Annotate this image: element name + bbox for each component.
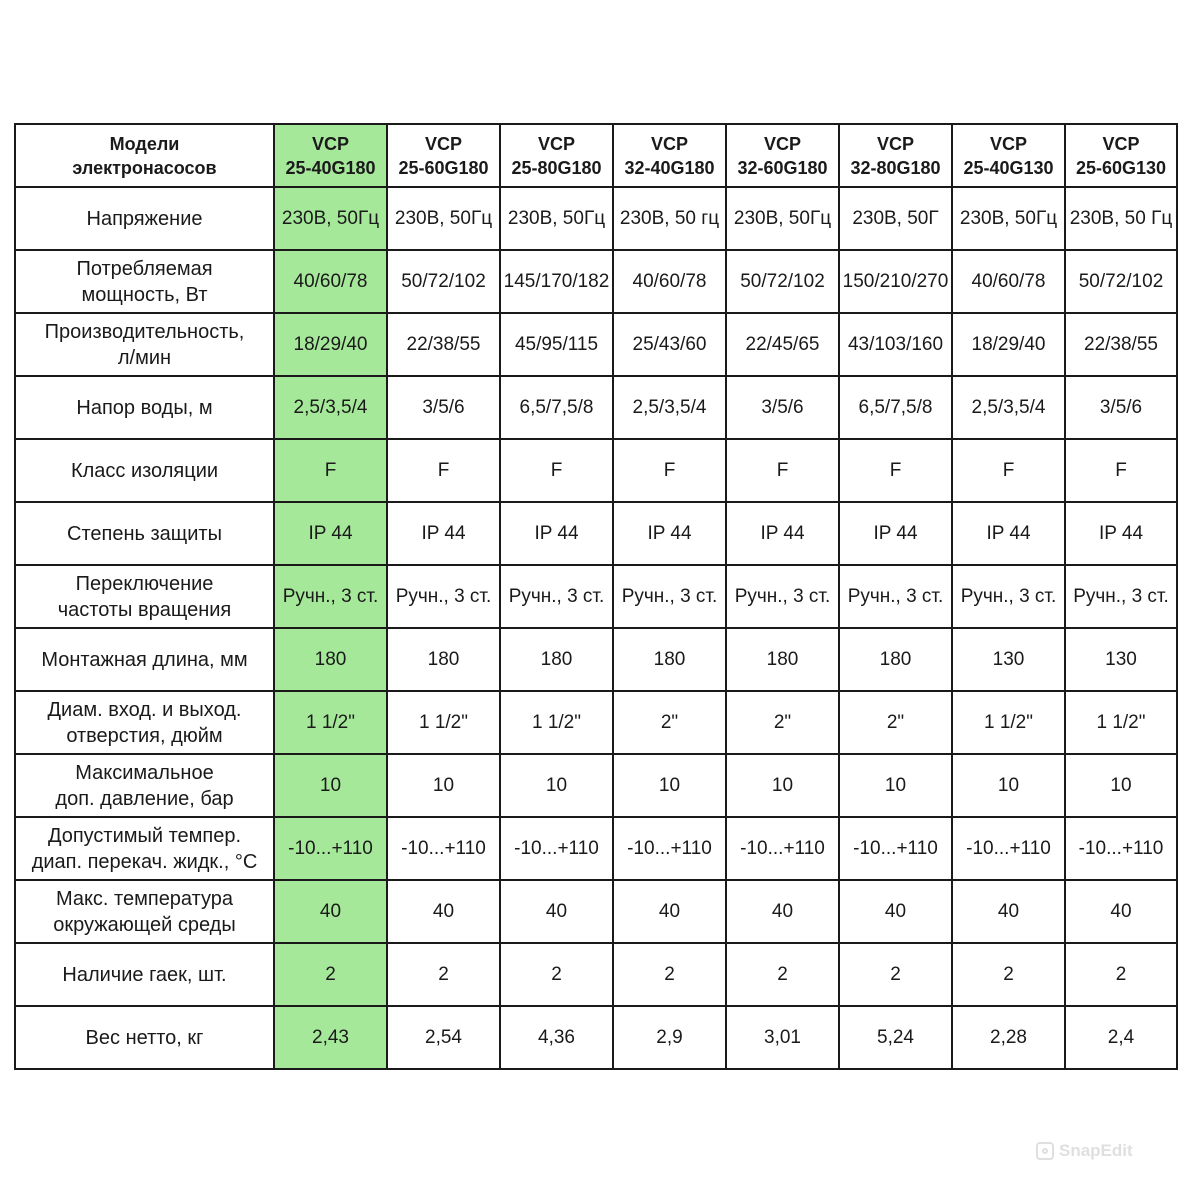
value-cell: 230В, 50Гц: [726, 187, 839, 250]
value-cell: 10: [274, 754, 387, 817]
table-row: [15, 313, 1177, 376]
value-cell: F: [839, 439, 952, 502]
table-row: [15, 691, 1177, 754]
value-cell: -10...+110: [500, 817, 613, 880]
value-cell: 40: [387, 880, 500, 943]
value-cell: 22/38/55: [387, 313, 500, 376]
value-cell: 10: [1065, 754, 1177, 817]
watermark: [1036, 1138, 1168, 1164]
value-cell: 180: [387, 628, 500, 691]
pump-spec-table: [14, 123, 1178, 1070]
value-cell: 6,5/7,5/8: [839, 376, 952, 439]
model-header-cell: VCP 25-40G130: [952, 124, 1065, 187]
value-cell: 2": [613, 691, 726, 754]
value-cell: 2,4: [1065, 1006, 1177, 1069]
value-cell: 50/72/102: [726, 250, 839, 313]
value-cell: Ручн., 3 ст.: [274, 565, 387, 628]
value-cell: 10: [613, 754, 726, 817]
value-cell: 1 1/2": [500, 691, 613, 754]
value-cell: IP 44: [726, 502, 839, 565]
parameter-label-cell: Допустимый темпер. диап. перекач. жидк., °С: [15, 817, 274, 880]
table-row: [15, 943, 1177, 1006]
value-cell: 40: [1065, 880, 1177, 943]
value-cell: F: [1065, 439, 1177, 502]
parameter-label-cell: Вес нетто, кг: [15, 1006, 274, 1069]
value-cell: 10: [387, 754, 500, 817]
value-cell: 180: [726, 628, 839, 691]
value-cell: 43/103/160: [839, 313, 952, 376]
value-cell: IP 44: [839, 502, 952, 565]
value-cell: 2": [726, 691, 839, 754]
value-cell: F: [274, 439, 387, 502]
value-cell: 2: [274, 943, 387, 1006]
value-cell: 230В, 50Гц: [387, 187, 500, 250]
value-cell: 230В, 50Гц: [952, 187, 1065, 250]
value-cell: 230В, 50 гц: [613, 187, 726, 250]
model-header-cell: VCP 32-60G180: [726, 124, 839, 187]
value-cell: 2,5/3,5/4: [613, 376, 726, 439]
parameter-label-cell: Класс изоляции: [15, 439, 274, 502]
value-cell: Ручн., 3 ст.: [500, 565, 613, 628]
value-cell: 180: [274, 628, 387, 691]
value-cell: 3,01: [726, 1006, 839, 1069]
table-row: [15, 565, 1177, 628]
value-cell: F: [387, 439, 500, 502]
value-cell: -10...+110: [952, 817, 1065, 880]
value-cell: 2: [613, 943, 726, 1006]
value-cell: 3/5/6: [1065, 376, 1177, 439]
parameter-label-cell: Макс. температура окружающей среды: [15, 880, 274, 943]
value-cell: 180: [500, 628, 613, 691]
value-cell: -10...+110: [613, 817, 726, 880]
value-cell: 2,5/3,5/4: [274, 376, 387, 439]
model-header-cell: VCP 32-40G180: [613, 124, 726, 187]
table-row: [15, 187, 1177, 250]
value-cell: 230В, 50Гц: [500, 187, 613, 250]
model-header-cell: VCP 25-60G180: [387, 124, 500, 187]
value-cell: -10...+110: [726, 817, 839, 880]
value-cell: 2,54: [387, 1006, 500, 1069]
table-row: [15, 250, 1177, 313]
header-row: [15, 124, 1177, 187]
value-cell: 2: [952, 943, 1065, 1006]
value-cell: 145/170/182: [500, 250, 613, 313]
table-row: [15, 754, 1177, 817]
value-cell: 2: [500, 943, 613, 1006]
value-cell: 180: [839, 628, 952, 691]
value-cell: 5,24: [839, 1006, 952, 1069]
parameter-label-cell: Напор воды, м: [15, 376, 274, 439]
value-cell: 18/29/40: [952, 313, 1065, 376]
value-cell: 22/45/65: [726, 313, 839, 376]
value-cell: -10...+110: [387, 817, 500, 880]
value-cell: 2: [387, 943, 500, 1006]
value-cell: IP 44: [387, 502, 500, 565]
value-cell: Ручн., 3 ст.: [387, 565, 500, 628]
value-cell: 40: [839, 880, 952, 943]
value-cell: 40: [726, 880, 839, 943]
value-cell: 1 1/2": [952, 691, 1065, 754]
value-cell: IP 44: [1065, 502, 1177, 565]
value-cell: 40: [500, 880, 613, 943]
value-cell: 40/60/78: [274, 250, 387, 313]
value-cell: 1 1/2": [274, 691, 387, 754]
value-cell: 3/5/6: [726, 376, 839, 439]
table-row: [15, 439, 1177, 502]
value-cell: 6,5/7,5/8: [500, 376, 613, 439]
value-cell: 2,9: [613, 1006, 726, 1069]
value-cell: F: [500, 439, 613, 502]
value-cell: 40/60/78: [952, 250, 1065, 313]
value-cell: 2": [839, 691, 952, 754]
value-cell: 40: [274, 880, 387, 943]
value-cell: 1 1/2": [1065, 691, 1177, 754]
table-row: [15, 502, 1177, 565]
value-cell: 2,5/3,5/4: [952, 376, 1065, 439]
header-label-cell: Модели электронасосов: [15, 124, 274, 187]
value-cell: 40: [613, 880, 726, 943]
value-cell: F: [726, 439, 839, 502]
value-cell: -10...+110: [839, 817, 952, 880]
model-header-cell: VCP 25-40G180: [274, 124, 387, 187]
value-cell: 130: [1065, 628, 1177, 691]
model-header-cell: VCP 25-80G180: [500, 124, 613, 187]
value-cell: 2,28: [952, 1006, 1065, 1069]
parameter-label-cell: Диам. вход. и выход. отверстия, дюйм: [15, 691, 274, 754]
value-cell: IP 44: [613, 502, 726, 565]
value-cell: 150/210/270: [839, 250, 952, 313]
value-cell: Ручн., 3 ст.: [613, 565, 726, 628]
value-cell: 50/72/102: [1065, 250, 1177, 313]
value-cell: 2,43: [274, 1006, 387, 1069]
value-cell: 180: [613, 628, 726, 691]
value-cell: 2: [839, 943, 952, 1006]
value-cell: -10...+110: [274, 817, 387, 880]
parameter-label-cell: Монтажная длина, мм: [15, 628, 274, 691]
model-header-cell: VCP 32-80G180: [839, 124, 952, 187]
parameter-label-cell: Максимальное доп. давление, бар: [15, 754, 274, 817]
parameter-label-cell: Производительность, л/мин: [15, 313, 274, 376]
value-cell: -10...+110: [1065, 817, 1177, 880]
value-cell: 130: [952, 628, 1065, 691]
value-cell: F: [613, 439, 726, 502]
value-cell: 1 1/2": [387, 691, 500, 754]
value-cell: 4,36: [500, 1006, 613, 1069]
value-cell: Ручн., 3 ст.: [952, 565, 1065, 628]
parameter-label-cell: Переключение частоты вращения: [15, 565, 274, 628]
table-row: [15, 817, 1177, 880]
value-cell: 2: [726, 943, 839, 1006]
table-row: [15, 628, 1177, 691]
value-cell: 2: [1065, 943, 1177, 1006]
value-cell: 230В, 50 Гц: [1065, 187, 1177, 250]
value-cell: Ручн., 3 ст.: [1065, 565, 1177, 628]
value-cell: 10: [726, 754, 839, 817]
value-cell: IP 44: [952, 502, 1065, 565]
value-cell: 3/5/6: [387, 376, 500, 439]
parameter-label-cell: Степень защиты: [15, 502, 274, 565]
value-cell: 40: [952, 880, 1065, 943]
watermark-text: SnapEdit: [1059, 1141, 1133, 1160]
value-cell: IP 44: [500, 502, 613, 565]
value-cell: 230В, 50Гц: [274, 187, 387, 250]
parameter-label-cell: Потребляемая мощность, Вт: [15, 250, 274, 313]
value-cell: 22/38/55: [1065, 313, 1177, 376]
value-cell: 18/29/40: [274, 313, 387, 376]
value-cell: 50/72/102: [387, 250, 500, 313]
model-header-cell: VCP 25-60G130: [1065, 124, 1177, 187]
value-cell: Ручн., 3 ст.: [726, 565, 839, 628]
value-cell: 10: [952, 754, 1065, 817]
value-cell: 25/43/60: [613, 313, 726, 376]
snapedit-logo-icon: [1036, 1142, 1054, 1160]
value-cell: 230В, 50Г: [839, 187, 952, 250]
parameter-label-cell: Наличие гаек, шт.: [15, 943, 274, 1006]
table-row: [15, 1006, 1177, 1069]
table-row: [15, 376, 1177, 439]
value-cell: 45/95/115: [500, 313, 613, 376]
value-cell: 40/60/78: [613, 250, 726, 313]
value-cell: Ручн., 3 ст.: [839, 565, 952, 628]
value-cell: 10: [839, 754, 952, 817]
table-row: [15, 880, 1177, 943]
parameter-label-cell: Напряжение: [15, 187, 274, 250]
value-cell: 10: [500, 754, 613, 817]
value-cell: IP 44: [274, 502, 387, 565]
value-cell: F: [952, 439, 1065, 502]
